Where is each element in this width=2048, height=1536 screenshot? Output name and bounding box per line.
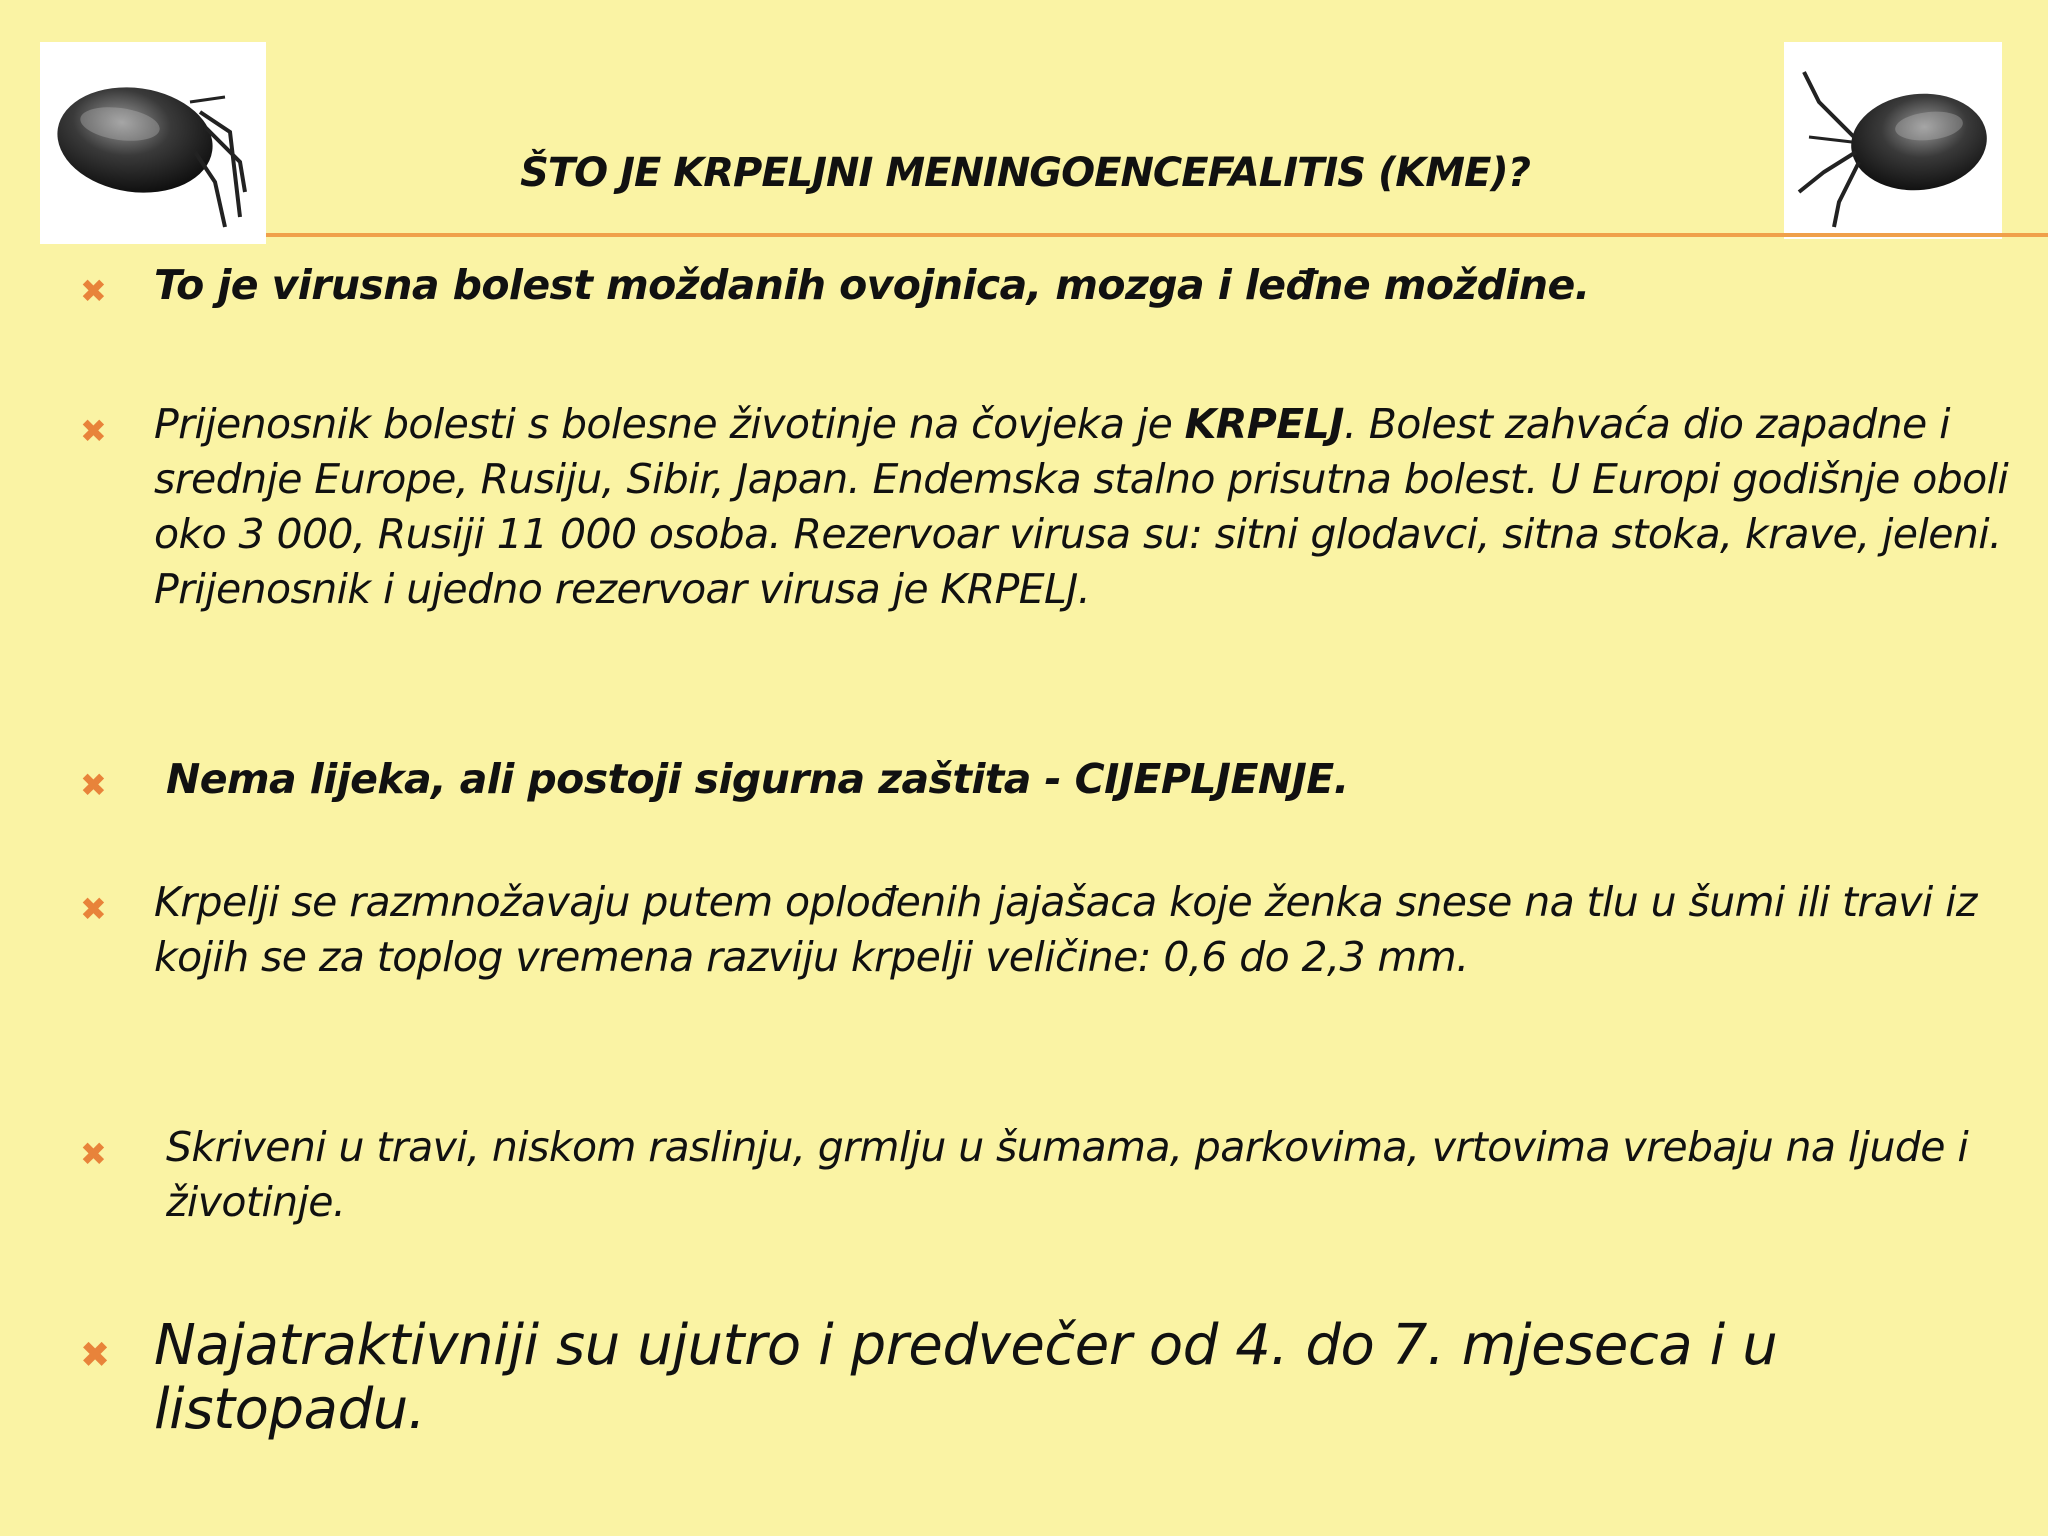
bullet-text xyxy=(154,397,2034,617)
slide-title: ŠTO JE KRPELJNI MENINGOENCEFALITIS (KME)? xyxy=(520,150,1530,196)
bullet-text: To je virusna bolest moždanih ovojnica, mozga i leđne moždine. xyxy=(154,261,1590,309)
bullet-text: Nema lijeka, ali postoji sigurna zaštita - CIJEPLJENJE. xyxy=(166,755,1349,803)
bullet-text-part: Prijenosnik bolesti s bolesne životinje na čovjeka je xyxy=(154,400,1185,448)
bullet-text: Krpelji se razmnožavaju putem oplođenih jajašaca koje ženka snese na tlu u šumi ili travi iz kojih se za toplog vremena razviju krpelji veličine: 0,6 do 2,3 mm. xyxy=(154,878,1977,981)
x-mark-icon: ✖ xyxy=(80,1335,111,1376)
x-mark-icon: ✖ xyxy=(80,890,107,928)
bullet-text-emphasis: KRPELJ xyxy=(1184,400,1344,448)
bullet-text: Najatraktivniji su ujutro i predvečer od 4. do 7. mjeseca i u listopadu. xyxy=(154,1313,1778,1442)
bullet-text: Skriveni u travi, niskom raslinju, grmlju u šumama, parkovima, vrtovima vrebaju na ljude i životinje. xyxy=(166,1123,1969,1226)
bullet-text-part: . Bolest zahvaća dio zapadne i srednje Europe, Rusiju, Sibir, Japan. Endemska stalno prisutna bolest. U Europi godišnje oboli oko 3 000, Rusiji 11 000 osoba. Rezervoar virusa su: sitni glodavci, sitna stoka, krave, jeleni. Prijenosnik i ujedno rezervoar virusa je KRPELJ. xyxy=(154,400,2009,613)
x-mark-icon: ✖ xyxy=(80,766,107,804)
x-mark-icon: ✖ xyxy=(80,412,107,450)
x-mark-icon: ✖ xyxy=(80,1135,107,1173)
x-mark-icon: ✖ xyxy=(80,272,107,310)
